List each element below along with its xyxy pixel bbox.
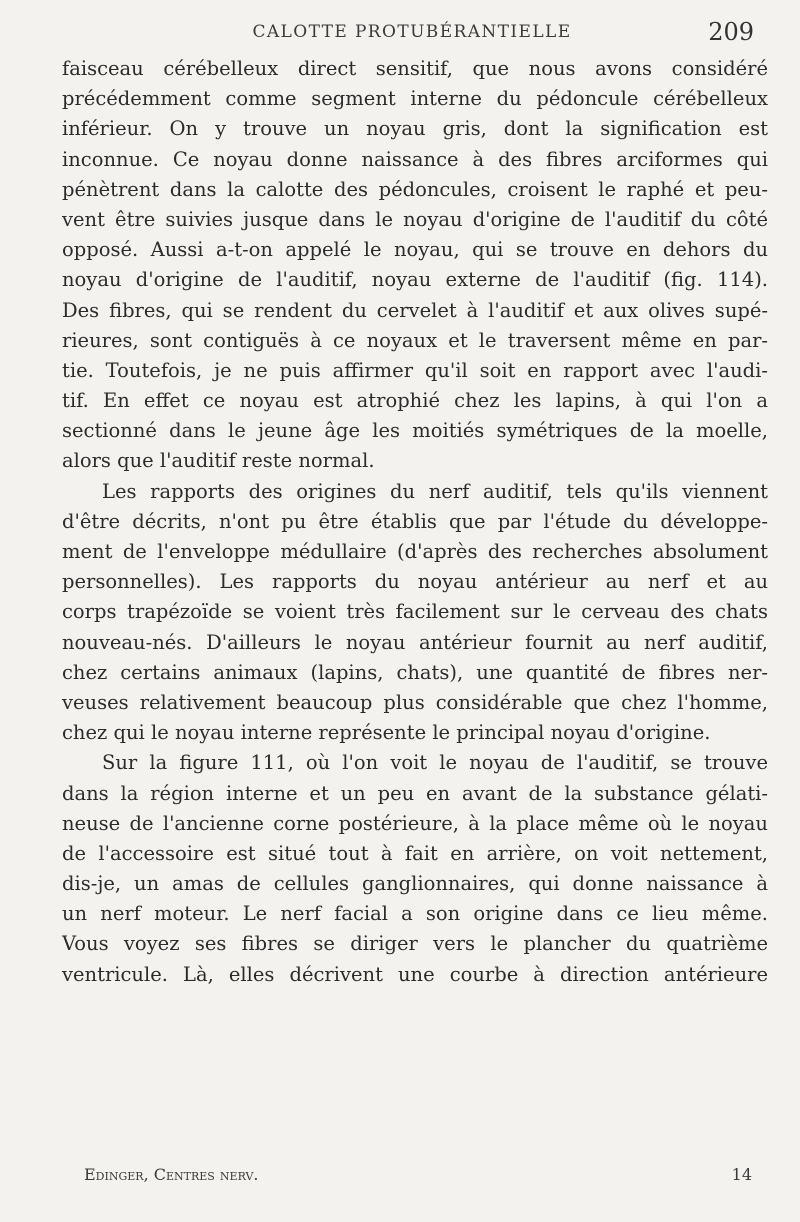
text-line: veuses relativement beaucoup plus considérable que chez l'homme, [62, 690, 768, 714]
text-line: alors que l'auditif reste normal. [62, 449, 375, 473]
text-line: Vous voyez ses fibres se diriger vers le plancher du quatrième [62, 932, 768, 956]
text-line: noyau d'origine de l'auditif, noyau externe de l'auditif (fig. 114). [62, 268, 768, 292]
text-line: Des fibres, qui se rendent du cervelet à l'auditif et aux olives supé- [62, 298, 768, 322]
text-line: d'être décrits, n'ont pu être établis que par l'étude du développe- [62, 509, 768, 533]
text-line: opposé. Aussi a-t-on appelé le noyau, qui se trouve en dehors du [62, 238, 768, 262]
text-line: dans la région interne et un peu en avant de la substance gélati- [62, 781, 768, 805]
body-text [62, 54, 768, 990]
running-title: CALOTTE PROTUBÉRANTIELLE [252, 22, 572, 42]
page-footer [62, 1165, 762, 1193]
text-line: ventricule. Là, elles décrivent une courbe à direction antérieure [62, 962, 768, 986]
text-line: neuse de l'ancienne corne postérieure, à la place même où le noyau [62, 811, 768, 835]
running-head [62, 18, 762, 50]
text-line: de l'accessoire est situé tout à fait en arrière, on voit nettement, [62, 841, 768, 865]
text-line: sectionné dans le jeune âge les moitiés symétriques de la moelle, [62, 419, 768, 443]
text-line: vent être suivies jusque dans le noyau d'origine de l'auditif du côté [62, 207, 768, 231]
text-line: ment de l'enveloppe médullaire (d'après des recherches absolument [62, 540, 768, 563]
text-line: un nerf moteur. Le nerf facial a son origine dans ce lieu même. [62, 902, 768, 926]
text-line: chez qui le noyau interne représente le principal noyau d'origine. [62, 721, 711, 745]
text-line: nouveau-nés. D'ailleurs le noyau antérieur fournit au nerf auditif, [62, 630, 768, 654]
text-line: précédemment comme segment interne du pédoncule cérébelleux [62, 87, 768, 111]
sheet-number: 14 [731, 1165, 752, 1184]
text-line: dis-je, un amas de cellules ganglionnaires, qui donne naissance à [62, 872, 768, 896]
text-line: tif. En effet ce noyau est atrophié chez les lapins, à qui l'on a [62, 389, 768, 413]
text-line: chez certains animaux (lapins, chats), une quantité de fibres ner- [62, 660, 768, 684]
text-line: inconnue. Ce noyau donne naissance à des fibres arciformes qui [62, 147, 768, 171]
printer-signature: Edinger, Centres nerv. [84, 1165, 259, 1184]
text-line: Sur la figure 111, où l'on voit le noyau de l'auditif, se trouve [102, 751, 768, 775]
text-line: rieures, sont contiguës à ce noyaux et le traversent même en par- [62, 328, 768, 352]
text-line: Les rapports des origines du nerf auditif, tels qu'ils viennent [102, 479, 768, 503]
page-number: 209 [708, 18, 754, 46]
text-line: personnelles). Les rapports du noyau antérieur au nerf et au [62, 570, 768, 594]
text-line: faisceau cérébelleux direct sensitif, que nous avons considéré [62, 57, 768, 80]
text-line: tie. Toutefois, je ne puis affirmer qu'il soit en rapport avec l'audi- [62, 358, 768, 382]
text-line: inférieur. On y trouve un noyau gris, dont la signification est [62, 117, 768, 141]
text-line: corps trapézoïde se voient très facilement sur le cerveau des chats [62, 600, 768, 624]
text-line: pénètrent dans la calotte des pédoncules, croisent le raphé et peu- [62, 177, 768, 201]
